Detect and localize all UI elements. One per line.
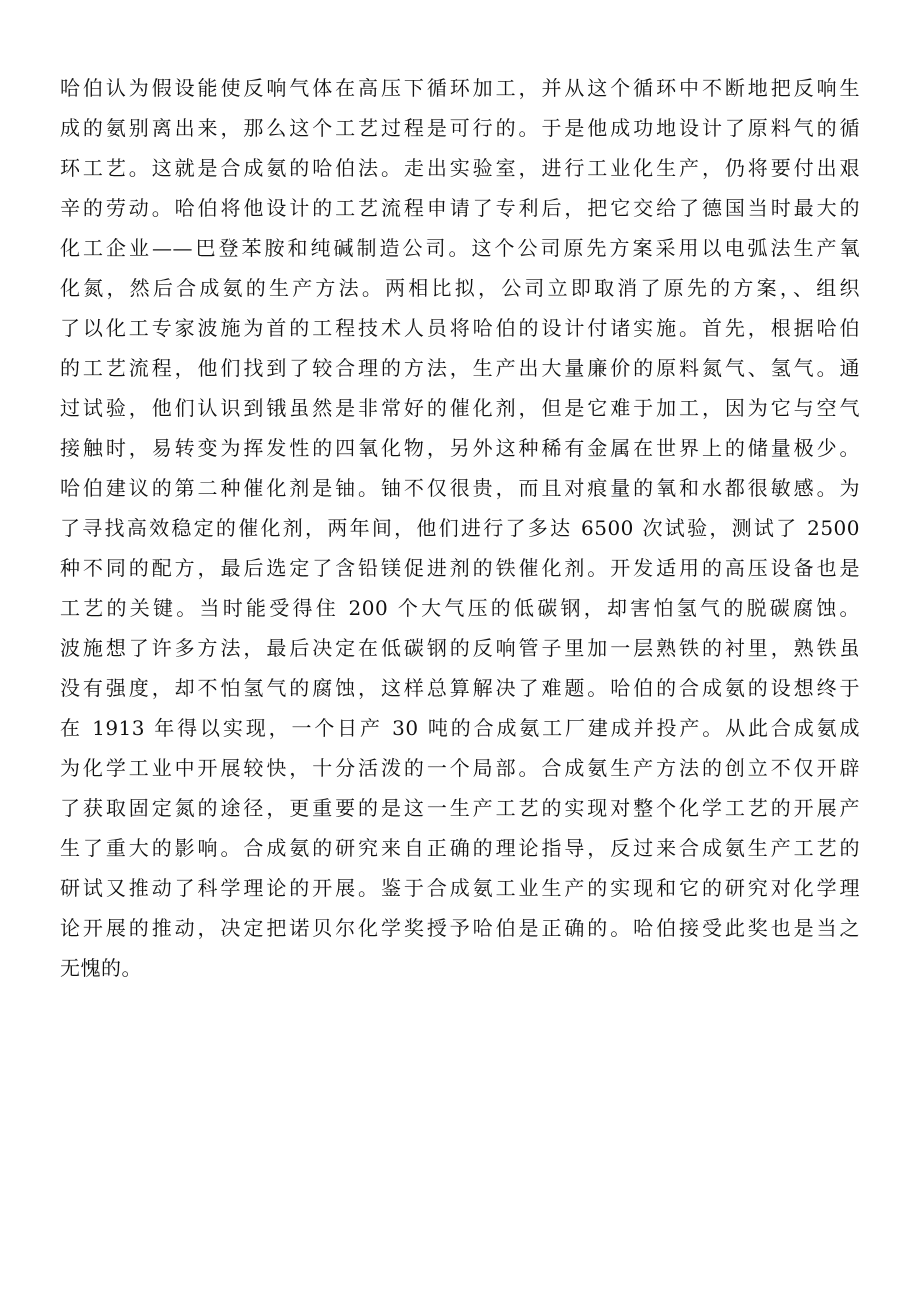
text-line: 接触时，易转变为挥发性的四氧化物，另外这种稀有金属在世界上的储量极少。 [60,436,860,460]
text-line: 哈伯认为假设能使反响气体在高压下循环加工，并从这个循环中不断地把反响生 [60,76,860,100]
text-line: 研试又推动了科学理论的开展。鉴于合成氨工业生产的实现和它的研究对化学理 [60,876,860,900]
text-line: 化氮，然后合成氨的生产方法。两相比拟，公司立即取消了原先的方案，、组织 [60,276,860,300]
text-line: 成的氨别离出来，那么这个工艺过程是可行的。于是他成功地设计了原料气的循 [60,116,860,140]
text-line: 没有强度，却不怕氢气的腐蚀，这样总算解决了难题。哈伯的合成氨的设想终于 [60,676,860,700]
text-line-final: 无愧的。 [60,956,142,980]
text-line: 辛的劳动。哈伯将他设计的工艺流程申请了专利后，把它交给了德国当时最大的 [60,196,860,220]
text-line: 了以化工专家波施为首的工程技术人员将哈伯的设计付诸实施。首先，根据哈伯 [60,316,860,340]
text-line: 生了重大的影响。合成氨的研究来自正确的理论指导，反过来合成氨生产工艺的 [60,836,860,860]
text-line: 了获取固定氮的途径，更重要的是这一生产工艺的实现对整个化学工艺的开展产 [60,796,860,820]
text-line: 种不同的配方，最后选定了含铅镁促进剂的铁催化剂。开发适用的高压设备也是 [60,556,860,580]
body-text [60,68,860,988]
text-line: 哈伯建议的第二种催化剂是铀。铀不仅很贵，而且对痕量的氧和水都很敏感。为 [60,476,860,500]
text-line: 环工艺。这就是合成氨的哈伯法。走出实验室，进行工业化生产，仍将要付出艰 [60,156,860,180]
text-line: 论开展的推动，决定把诺贝尔化学奖授予哈伯是正确的。哈伯接受此奖也是当之 [60,916,860,940]
text-line: 过试验，他们认识到锇虽然是非常好的催化剂，但是它难于加工，因为它与空气 [60,396,860,420]
text-line: 化工企业——巴登苯胺和纯碱制造公司。这个公司原先方案采用以电弧法生产氧 [60,236,860,260]
text-line: 了寻找高效稳定的催化剂，两年间，他们进行了多达 6500 次试验，测试了 2500 [60,516,860,540]
text-line: 为化学工业中开展较快，十分活泼的一个局部。合成氨生产方法的创立不仅开辟 [60,756,860,780]
text-line: 的工艺流程，他们找到了较合理的方法，生产出大量廉价的原料氮气、氢气。通 [60,356,860,380]
text-line: 波施想了许多方法，最后决定在低碳钢的反响管子里加一层熟铁的衬里，熟铁虽 [60,636,860,660]
text-line: 在 1913 年得以实现，一个日产 30 吨的合成氨工厂建成并投产。从此合成氨成 [60,716,860,740]
text-line: 工艺的关键。当时能受得住 200 个大气压的低碳钢，却害怕氢气的脱碳腐蚀。 [60,596,860,620]
